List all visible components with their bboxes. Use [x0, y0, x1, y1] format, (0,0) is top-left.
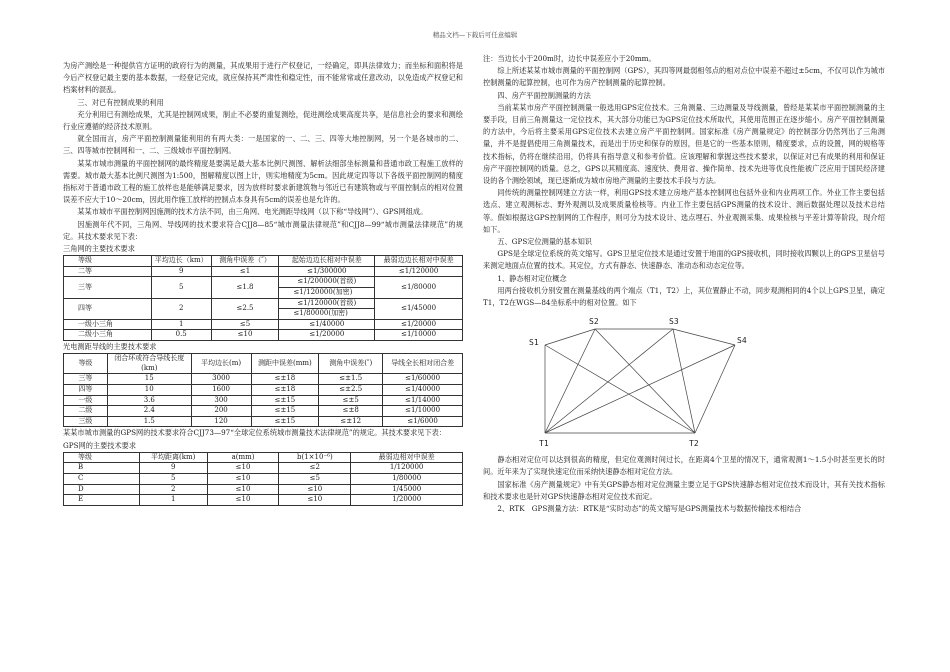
table-cell: ≤±5	[319, 395, 383, 406]
table-cell: 10	[107, 384, 191, 395]
triangulation-table	[63, 255, 463, 341]
table-row	[64, 416, 463, 427]
table-cell: 5	[151, 277, 211, 298]
table-cell: 1600	[191, 384, 251, 395]
paragraph: 2、RTK GPS测量方法：RTK是“实时动态”的英文缩写是GPS测量技术与数据传输技术相结合	[497, 504, 802, 514]
table-cell: ≤1/20000	[279, 330, 375, 341]
header-cell: b(1×10⁻⁶)	[279, 452, 351, 463]
table-cell: ≤10	[279, 495, 351, 506]
table-cell: ≤10	[207, 484, 279, 495]
section-heading-5: 五、GPS定位测量的基本知识	[497, 237, 592, 247]
table-row	[64, 298, 463, 309]
table-cell: 三级	[64, 416, 108, 427]
table-cell: 三等	[64, 374, 108, 385]
table-header-row	[64, 452, 463, 463]
table-cell: 200	[191, 406, 251, 417]
right-column	[483, 53, 885, 515]
header-cell: a(mm)	[207, 452, 279, 463]
table-cell: E	[64, 495, 140, 506]
table-cell: ≤1/120000(加密)	[279, 288, 375, 299]
table-row	[64, 495, 463, 506]
table-cell: 1	[139, 495, 207, 506]
table-cell: 四等	[64, 384, 108, 395]
paragraph: 某某市城市平面控制网因施测的技术方法不同，由三角网、电光测距导线网（以下称“导线网”）、GPS网组成。	[77, 207, 428, 217]
table-cell: ≤1/60000	[383, 374, 463, 385]
header-cell: 平均边长(m)	[191, 354, 251, 374]
table-cell: ≤1/40000	[383, 384, 463, 395]
table-cell: 120	[191, 416, 251, 427]
table-cell: ≤±15	[251, 395, 319, 406]
table-cell: ≤10	[207, 495, 279, 506]
paragraph: 为房产测绘是一种提供官方证明的政府行为的测量，其成果用于进行产权登记，一经确定，即具法律效力；而坐标和面积将是今后产权登记最主要的基本数据，一经登记完成，就应保持其严肃性和稳定性，而不能常常或任意改动，以免造成产权登记和档案材料的混乱。	[63, 61, 463, 95]
table-cell: 1/120000	[351, 463, 463, 474]
paragraph: 因施测年代不同，三角网、导线网的技术要求符合CJJ8—85“城市测量法律规范”和CJJ8—99“城市测量法律规范”的规定。其技术要求见下表：	[63, 219, 463, 241]
table-cell: 一级	[64, 395, 108, 406]
table-cell: ≤±2.5	[319, 384, 383, 395]
table-cell: 四等	[64, 298, 152, 319]
header-cell: 测角中误差（″）	[211, 256, 279, 267]
table-cell: 9	[139, 463, 207, 474]
receiver-label-t1: T1	[539, 439, 549, 449]
paragraph: 就全国而言，房产平面控制测量能利用的有两大类：一是国家的一、二、三、四等大地控制网，另一个是各城市的二、三、四等城市控制网和一、二、三级城市平面控制网。	[63, 134, 463, 156]
table-cell: ≤10	[211, 330, 279, 341]
table-row	[64, 266, 463, 277]
table-cell: ≤±15	[251, 406, 319, 417]
table-row	[64, 384, 463, 395]
table-row	[64, 484, 463, 495]
diagram-line	[545, 329, 595, 345]
gps-table	[63, 452, 463, 506]
diagram-line	[673, 329, 735, 345]
table-caption-triangulation: 三角网的主要技术要求	[63, 244, 135, 254]
diagram-line	[673, 329, 695, 433]
table-cell: 0.5	[151, 330, 211, 341]
table-cell: ≤10	[207, 473, 279, 484]
table-cell: ≤±18	[251, 384, 319, 395]
diagram-line	[545, 345, 695, 433]
table-row	[64, 330, 463, 341]
table-cell: 2	[151, 298, 211, 319]
table-cell: ≤1.8	[211, 277, 279, 298]
table-header-row	[64, 256, 463, 267]
table-cell: 二级小三角	[64, 330, 152, 341]
header-cell: 等级	[64, 256, 152, 267]
paragraph: 静态相对定位可以达到很高的精度，但定位观测时间过长，在距离4个卫星的情况下，通常观测1～1.5小时甚至更长的时间。近年来为了实现快速定位而采纳快速静态相对定位方法。	[483, 455, 885, 477]
table-cell: ≤±18	[251, 374, 319, 385]
satellite-label-s1: S1	[529, 338, 539, 348]
table-cell: B	[64, 463, 140, 474]
table-cell: ≤1	[211, 266, 279, 277]
table-row	[64, 473, 463, 484]
table-cell: 三等	[64, 277, 152, 298]
table-cell: 300	[191, 395, 251, 406]
table-cell: ≤5	[211, 319, 279, 330]
header-cell: 平均距离(km)	[139, 452, 207, 463]
table-cell: 2	[139, 484, 207, 495]
diagram-line	[545, 345, 735, 433]
paragraph: GPS是全球定位系统的英文缩写。GPS卫星定位技术是通过安置于地面的GPS接收机，同时接收四颗以上的GPS卫星信号来测定地面点位置的技术。其定位，方式有静态、快速静态、准动态和动态定位等。	[483, 249, 885, 271]
table-cell: ≤1/45000	[375, 298, 463, 319]
diagram-line	[545, 329, 673, 433]
table-cell: 3.6	[107, 395, 191, 406]
table-cell: ≤1/80000(加密)	[279, 309, 375, 320]
table-row	[64, 463, 463, 474]
table-cell: 3000	[191, 374, 251, 385]
table-cell: ≤1/300000	[279, 266, 375, 277]
table-caption-traverse: 光电测距导线的主要技术要求	[63, 342, 157, 351]
table-cell: D	[64, 484, 140, 495]
paragraph: 某某市城市测量的GPS网的技术要求符合CJJ73—97“全球定位系统城市测量技术法律规范”的规定。其技术要求见下表：	[63, 428, 447, 438]
table-cell: 9	[151, 266, 211, 277]
header-cell: 测角中误差(″)	[319, 354, 383, 374]
header-cell: 等级	[64, 354, 108, 374]
table-cell: ≤10	[279, 484, 351, 495]
table-cell: ≤2	[279, 463, 351, 474]
table-cell: 2.4	[107, 406, 191, 417]
table-cell: 二级	[64, 406, 108, 417]
left-column	[63, 60, 463, 506]
header-cell: 平均边长（km）	[151, 256, 211, 267]
table-cell: ≤10	[207, 463, 279, 474]
table-cell: ≤±15	[251, 416, 319, 427]
diagram-line	[595, 329, 695, 433]
traverse-table	[63, 353, 463, 427]
table-cell: 一级小三角	[64, 319, 152, 330]
header-cell: 起始边边长相对中误差	[279, 256, 375, 267]
table-cell: 15	[107, 374, 191, 385]
satellite-label-s2: S2	[589, 317, 599, 327]
table-cell: ≤1/80000	[375, 277, 463, 298]
table-cell: ≤1/120000	[375, 266, 463, 277]
table-row	[64, 277, 463, 288]
table-cell: ≤2.5	[211, 298, 279, 319]
table-cell: ≤±1.5	[319, 374, 383, 385]
table-cell: 1/80000	[351, 473, 463, 484]
table-cell: ≤±12	[319, 416, 383, 427]
paragraph: 国家标准《房产测量规定》中有关GPS静态相对定位测量主要立足于GPS快速静态相对定位技术而设计，其有关技术指标和技术要求也是针对GPS快速静态相对定位技术而定。	[483, 479, 885, 501]
table-row	[64, 406, 463, 417]
section-heading-4: 四、房产平面控制测量的方法	[497, 90, 591, 100]
table-row	[64, 374, 463, 385]
subsection-heading-static: 1、静态相对定位概念	[497, 273, 567, 283]
paragraph: 同传统的测量控制网建立方法一样，利用GPS技术建立房地产基本控制网也包括外业和内业两项工作。外业工作主要包括选点、建立观测标志、野外观测以及成果质量检核等。内业工作主要包括GPS测量的技术设计、测后数据处理以及技术总结等。假如根据这GPS控制网的工作程序，则可分为技术设计、选点埋石、外业观测采集、成果检核与平差计算等阶段，现介绍如下。	[483, 188, 885, 234]
table-row	[64, 319, 463, 330]
satellite-label-s4: S4	[737, 336, 747, 346]
table-cell: ≤1/10000	[383, 406, 463, 417]
table-cell: ≤1/200000(首级)	[279, 277, 375, 288]
table-cell: ≤1/120000(首级)	[279, 298, 375, 309]
header-cell: 最弱边边长相对中误差	[375, 256, 463, 267]
header-cell: 最弱边相对中误差	[351, 452, 463, 463]
diagram-line	[545, 329, 595, 433]
table-cell: C	[64, 473, 140, 484]
paragraph: 综上所述某某市城市测量的平面控制网（GPS），其四等网最弱相邻点的相对点位中误差不超过±5cm，不仅可以作为城市控制测量的起算控制，也可作为房产控制测量的起算控制。	[483, 66, 885, 88]
table-cell: 1/45000	[351, 484, 463, 495]
table-cell: ≤5	[279, 473, 351, 484]
diagram-line	[695, 345, 735, 433]
paragraph: 注：当边长小于200m时，边长中误差应小于20mm。	[483, 54, 656, 63]
gps-static-positioning-diagram	[483, 315, 885, 450]
table-cell: 二等	[64, 266, 152, 277]
table-cell: ≤1/40000	[279, 319, 375, 330]
header-cell: 导线全长相对闭合差	[383, 354, 463, 374]
table-row	[64, 395, 463, 406]
table-cell: ≤1/14000	[383, 395, 463, 406]
table-cell: ≤1/20000	[375, 319, 463, 330]
paragraph: 充分利用已有测绘成果，尤其是控制网成果，制止不必要的重复测绘，促进测绘成果高度共享，是信息社会的要求和测绘行业应遵循的经济技术原则。	[63, 109, 463, 132]
paragraph: 当前某某市房产平面控制测量一般选用GPS定位技术。三角测量、三边测量及导线测量，曾经是某某市平面控制测量的主要手段，目前三角测量这一定位技术，其大部分功能已为GPS定位技术所取代，其使用范围正在逐步缩小。房产平面控制测量的方法中，今后将主要采用GPS定位技术去建立房产平面控制网。国家标准《房产测量规定》的控制部分仍然列出了三角测量，并不是提倡使用三角测量技术，而是出于历史和保存的原因，但是它的一些基本原则，精度要求，点的设置，网的规格等技术指标，仍将在继续沿用，仍将具有指导意义和参考价值。应该理解和掌握这些技术要求，以保证对已有成果的利用和保证房产平面控制网的质量。总之，GPS以其精度高、速度快、费用省、操作简单、技术先进等优良性能被广泛应用于国民经济建设的各个测绘领域，现已逐渐成为城市房地产测量的主要技术手段与方法。	[483, 102, 885, 186]
paragraph: 某某市城市测量的平面控制网的最终精度是要满足最大基本比例尺测图、解析法细部坐标测量和普通市政工程施工放样的需要。城市最大基本比例尺测图为1:500，图解精度以图上计，则实地精度为5cm。因此规定四等以下各级平面控制网的精度指标对于普通市政工程的施工放样也是能够满足要求，因为放样时要求新建筑物与邻近已有建筑物或与平面控制点的相对位置误差不应大于10～20cm，因此用作施工放样的控制点本身具有5cm的误差也是允许的。	[63, 158, 463, 205]
table-header-row	[64, 354, 463, 374]
table-cell: ≤1/6000	[383, 416, 463, 427]
page-header: 精品文档—下载后可任意编辑	[432, 31, 518, 39]
table-cell: 1.5	[107, 416, 191, 427]
header-cell: 闭合环或符合导线长度(km)	[107, 354, 191, 374]
header-cell: 等级	[64, 452, 140, 463]
table-caption-gps: GPS网的主要技术要求	[63, 440, 137, 450]
header-cell: 测距中误差(mm)	[251, 354, 319, 374]
satellite-label-s3: S3	[669, 317, 679, 327]
table-cell: ≤±8	[319, 406, 383, 417]
table-cell: 5	[139, 473, 207, 484]
table-cell: 1/20000	[351, 495, 463, 506]
table-cell: ≤1/10000	[375, 330, 463, 341]
paragraph: 用两台接收机分别安置在测量基线的两个端点（T1，T2）上，其位置静止不动，同步观测相同的4个以上GPS卫星，确定T1，T2在WGS—84坐标系中的相对位置。如下	[483, 285, 885, 308]
receiver-label-t2: T2	[689, 439, 699, 449]
section-heading-3: 三、对已有控制成果的利用	[77, 97, 164, 107]
table-cell: 1	[151, 319, 211, 330]
